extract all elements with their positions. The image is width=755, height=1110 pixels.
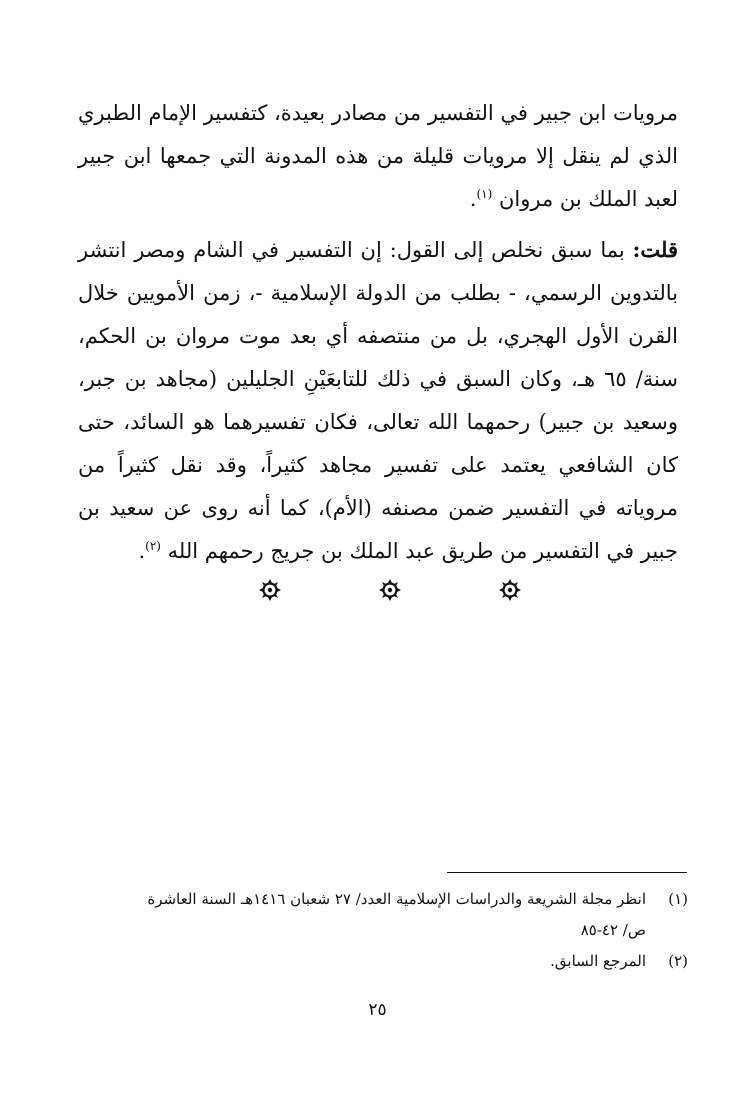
paragraph-2 xyxy=(78,228,678,573)
footnotes xyxy=(78,884,688,977)
paragraph-1 xyxy=(78,92,678,221)
footnote-1 xyxy=(78,884,688,915)
paragraph-2-lead: قلت: xyxy=(632,237,678,262)
paragraph-2-text: بما سبق نخلص إلى القول: إن التفسير في الشام ومصر انتشر بالتدوين الرسمي، - بطلب من الدولة الإسلامية -، زمن الأمويين خلال القرن الأول الهجري، بل من منتصفه أي بعد موت مروان بن الحكم، سنة/ ٦٥ هـ، وكان السبق في ذلك للتابعَيْنِ الجليلين (مجاهد بن جبر، وسعيد بن جبير) رحمهما الله تعالى، فكان تفسيرهما هو السائد، حتى كان الشافعي يعتمد على تفسير مجاهد كثيراً، وقد نقل كثيراً من مروياته في التفسير ضمن مصنفه (الأم)، كما أنه روى عن سعيد بن جبير في التفسير من طريق عبد الملك بن جريج رحمهم الله xyxy=(78,238,678,563)
footnote-number: (١) xyxy=(668,890,688,908)
section-divider xyxy=(0,578,755,608)
footnote-number: (٢) xyxy=(668,952,688,970)
ornament-icon xyxy=(378,578,402,602)
page-number: ٢٥ xyxy=(368,1000,387,1020)
paragraph-2-end: . xyxy=(138,539,146,563)
footnote-text: المرجع السابق. xyxy=(550,952,646,970)
paragraph-1-end: . xyxy=(469,187,477,211)
footnote-separator xyxy=(447,872,687,873)
ornament-icon xyxy=(498,578,522,602)
footnote-1-continuation: ص/ ٤٢-٨٥ xyxy=(580,921,646,939)
footnote-ref-2[interactable]: (٢) xyxy=(145,539,161,553)
footnote-text: انظر مجلة الشريعة والدراسات الإسلامية العدد/ ٢٧ شعبان ١٤١٦هـ السنة العاشرة xyxy=(147,890,646,908)
ornament-icon xyxy=(258,578,282,602)
paragraph-1-text: مرويات ابن جبير في التفسير من مصادر بعيدة، كتفسير الإمام الطبري الذي لم ينقل إلا مرويات قليلة من هذه المدونة التي جمعها ابن جبير لعبد الملك بن مروان xyxy=(78,101,678,211)
footnote-ref-1[interactable]: (١) xyxy=(476,187,493,201)
footnote-2 xyxy=(78,946,688,977)
